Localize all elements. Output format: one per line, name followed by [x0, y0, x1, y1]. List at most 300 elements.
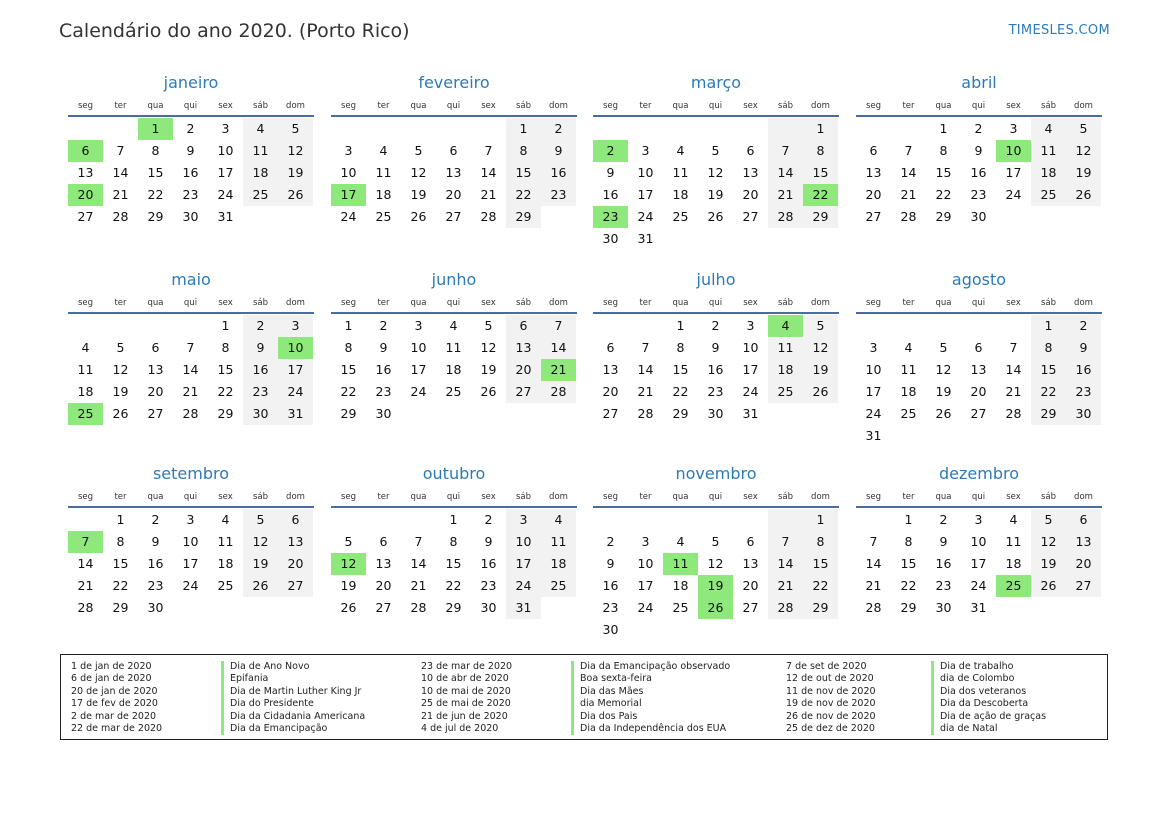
weekday-label: dom — [286, 492, 305, 502]
calendar-day: 19 — [1031, 553, 1066, 575]
holiday-day: 23 — [593, 206, 628, 228]
empty-day — [961, 315, 996, 337]
weekday-header — [68, 488, 314, 508]
calendar-day: 20 — [506, 359, 541, 381]
calendar-day: 17 — [637, 578, 654, 593]
weekday-label: ter — [377, 298, 390, 308]
empty-day — [278, 597, 313, 619]
holiday-day: 20 — [68, 184, 103, 206]
calendar-day: 9 — [186, 143, 195, 158]
calendar-day: 30 — [480, 600, 497, 615]
holiday-name: Dia dos veteranos — [931, 686, 1046, 698]
calendar-day: 29 — [112, 600, 129, 615]
calendar-day: 17 — [637, 187, 654, 202]
weekday-label: seg — [865, 298, 882, 308]
empty-day — [768, 509, 803, 531]
calendar-day: 5 — [803, 315, 838, 337]
weekday-label: qui — [446, 492, 461, 502]
weekday-header — [68, 97, 314, 117]
calendar-day: 6 — [506, 315, 541, 337]
calendar-day: 24 — [742, 384, 759, 399]
calendar-day: 17 — [970, 556, 987, 571]
calendar-day: 15 — [147, 165, 164, 180]
empty-day — [628, 118, 663, 140]
empty-day — [1066, 425, 1101, 447]
weekday-label: qui — [971, 492, 986, 502]
holiday-name: dia Memorial — [571, 698, 730, 710]
calendar-day: 4 — [81, 340, 90, 355]
empty-day — [803, 228, 838, 250]
calendar-day: 30 — [375, 406, 392, 421]
calendar-day: 20 — [742, 578, 759, 593]
calendar-day: 13 — [77, 165, 94, 180]
holiday-name: Dia dos Pais — [571, 711, 730, 723]
day-grid — [593, 509, 839, 641]
weekday-label: seg — [865, 492, 882, 502]
calendar-day: 19 — [112, 384, 129, 399]
calendar-day: 25 — [541, 575, 576, 597]
calendar-day: 5 — [484, 318, 493, 333]
calendar-day: 15 — [803, 553, 838, 575]
calendar-day: 8 — [803, 531, 838, 553]
empty-day — [891, 118, 926, 140]
page-title: Calendário do ano 2020. (Porto Rico) — [59, 20, 410, 42]
calendar-day: 29 — [935, 209, 952, 224]
weekday-label: ter — [114, 101, 127, 111]
weekday-label: dom — [811, 492, 830, 502]
calendar-day: 2 — [711, 318, 720, 333]
calendar-day: 28 — [410, 600, 427, 615]
calendar-day: 23 — [541, 184, 576, 206]
calendar-day: 26 — [935, 406, 952, 421]
holiday-date: 26 de nov de 2020 — [786, 710, 876, 722]
calendar-day: 6 — [449, 143, 458, 158]
calendar-day: 15 — [112, 556, 129, 571]
holiday-names-col-3 — [931, 661, 1046, 735]
weekday-label: seg — [602, 101, 619, 111]
calendar-day: 22 — [900, 578, 917, 593]
calendar-day: 11 — [900, 362, 917, 377]
calendar-day: 12 — [410, 165, 427, 180]
calendar-day: 20 — [602, 384, 619, 399]
calendar-day: 30 — [147, 600, 164, 615]
empty-day — [768, 228, 803, 250]
calendar-day: 10 — [865, 362, 882, 377]
weekday-label: dom — [286, 298, 305, 308]
empty-day — [173, 315, 208, 337]
weekday-label: sáb — [777, 298, 794, 308]
calendar-day: 27 — [865, 209, 882, 224]
weekday-label: sex — [481, 298, 496, 308]
empty-day — [173, 597, 208, 619]
calendar-day: 29 — [506, 206, 541, 228]
holiday-dates-col-1 — [71, 661, 162, 735]
calendar-day: 14 — [900, 165, 917, 180]
empty-day — [471, 118, 506, 140]
calendar-day: 14 — [768, 162, 803, 184]
weekday-header — [331, 488, 577, 508]
weekday-label: sex — [1006, 492, 1021, 502]
calendar-day: 28 — [768, 597, 803, 619]
calendar-day: 3 — [278, 315, 313, 337]
holiday-day: 26 — [698, 597, 733, 619]
calendar-day: 1 — [344, 318, 353, 333]
calendar-day: 31 — [506, 597, 541, 619]
calendar-day: 7 — [904, 143, 913, 158]
calendar-day: 14 — [182, 362, 199, 377]
holiday-date: 10 de abr de 2020 — [421, 673, 509, 685]
calendar-day: 9 — [243, 337, 278, 359]
calendar-day: 10 — [182, 534, 199, 549]
empty-day — [891, 425, 926, 447]
empty-day — [996, 425, 1031, 447]
calendar-day: 18 — [900, 384, 917, 399]
holiday-dates-col-2 — [421, 661, 512, 735]
weekday-label: ter — [114, 492, 127, 502]
weekday-label: sex — [743, 492, 758, 502]
holiday-name: Dia da Emancipação observado — [571, 661, 730, 673]
holiday-names-col-1 — [221, 661, 365, 735]
calendar-day: 23 — [602, 600, 619, 615]
calendar-day: 3 — [414, 318, 423, 333]
holiday-name: Dia da Independência dos EUA — [571, 723, 730, 735]
empty-day — [698, 118, 733, 140]
calendar-day: 2 — [541, 118, 576, 140]
calendar-day: 18 — [541, 553, 576, 575]
calendar-day: 20 — [970, 384, 987, 399]
weekday-label: sáb — [252, 101, 269, 111]
holiday-day: 19 — [698, 575, 733, 597]
calendar-day: 25 — [1031, 184, 1066, 206]
day-grid — [593, 118, 839, 250]
day-grid — [331, 509, 577, 619]
calendar-day: 28 — [900, 209, 917, 224]
holiday-name: Epifania — [221, 673, 365, 685]
calendar-day: 24 — [506, 575, 541, 597]
calendar-day: 16 — [1066, 359, 1101, 381]
empty-day — [663, 228, 698, 250]
calendar-day: 25 — [243, 184, 278, 206]
empty-day — [803, 619, 838, 641]
calendar-day: 31 — [278, 403, 313, 425]
empty-day — [698, 228, 733, 250]
empty-day — [996, 597, 1031, 619]
calendar-day: 26 — [278, 184, 313, 206]
calendar-day: 22 — [803, 575, 838, 597]
calendar-day: 8 — [904, 534, 913, 549]
weekday-label: qua — [147, 298, 164, 308]
calendar-day: 7 — [484, 143, 493, 158]
weekday-label: sáb — [777, 101, 794, 111]
weekday-label: ter — [639, 101, 652, 111]
weekday-label: sáb — [1040, 101, 1057, 111]
calendar-day: 16 — [935, 556, 952, 571]
calendar-day: 30 — [935, 600, 952, 615]
calendar-day: 11 — [768, 337, 803, 359]
calendar-day: 2 — [606, 534, 615, 549]
calendar-day: 15 — [900, 556, 917, 571]
calendar-day: 16 — [541, 162, 576, 184]
calendar-day: 9 — [151, 534, 160, 549]
calendar-day: 4 — [1031, 118, 1066, 140]
calendar-day: 9 — [711, 340, 720, 355]
weekday-label: qui — [708, 101, 723, 111]
empty-day — [243, 597, 278, 619]
calendar-day: 8 — [116, 534, 125, 549]
calendar-day: 11 — [375, 165, 392, 180]
calendar-day: 22 — [445, 578, 462, 593]
holiday-date: 25 de dez de 2020 — [786, 722, 875, 734]
weekday-label: ter — [639, 298, 652, 308]
weekday-header — [856, 488, 1102, 508]
holiday-date: 23 de mar de 2020 — [421, 661, 513, 672]
calendar-day: 6 — [379, 534, 388, 549]
weekday-label: seg — [340, 298, 357, 308]
calendar-day: 14 — [112, 165, 129, 180]
calendar-day: 19 — [935, 384, 952, 399]
calendar-day: 4 — [221, 512, 230, 527]
calendar-day: 21 — [900, 187, 917, 202]
calendar-day: 25 — [445, 384, 462, 399]
month-agosto — [856, 269, 1102, 447]
calendar-day: 14 — [480, 165, 497, 180]
calendar-day: 8 — [1031, 337, 1066, 359]
calendar-day: 1 — [1031, 315, 1066, 337]
calendar-day: 17 — [410, 362, 427, 377]
calendar-day: 17 — [742, 362, 759, 377]
weekday-label: qui — [446, 298, 461, 308]
calendar-day: 10 — [742, 340, 759, 355]
empty-day — [471, 403, 506, 425]
calendar-day: 20 — [278, 553, 313, 575]
empty-day — [768, 403, 803, 425]
empty-day — [68, 509, 103, 531]
calendar-day: 14 — [768, 553, 803, 575]
weekday-label: sex — [218, 492, 233, 502]
holiday-name: dia de Natal — [931, 723, 1046, 735]
calendar-day: 4 — [449, 318, 458, 333]
calendar-day: 19 — [803, 359, 838, 381]
month-title: fevereiro — [418, 73, 490, 92]
empty-day — [243, 206, 278, 228]
empty-day — [401, 403, 436, 425]
holiday-date: 25 de mai de 2020 — [421, 698, 511, 710]
calendar-day: 13 — [147, 362, 164, 377]
weekday-label: dom — [1074, 101, 1093, 111]
empty-day — [733, 619, 768, 641]
calendar-day: 14 — [1005, 362, 1022, 377]
calendar-day: 13 — [970, 362, 987, 377]
empty-day — [436, 403, 471, 425]
calendar-day: 23 — [147, 578, 164, 593]
empty-day — [856, 509, 891, 531]
holiday-day: 11 — [663, 553, 698, 575]
holiday-name: Dia da Emancipação — [221, 723, 365, 735]
calendar-day: 31 — [865, 428, 882, 443]
calendar-day: 4 — [1009, 512, 1018, 527]
weekday-label: ter — [377, 101, 390, 111]
empty-day — [856, 315, 891, 337]
empty-day — [733, 118, 768, 140]
calendar-day: 2 — [939, 512, 948, 527]
weekday-label: seg — [602, 298, 619, 308]
empty-day — [138, 315, 173, 337]
calendar-day: 16 — [602, 578, 619, 593]
weekday-label: seg — [77, 298, 94, 308]
calendar-day: 29 — [672, 406, 689, 421]
day-grid — [856, 509, 1102, 619]
month-title: abril — [961, 73, 997, 92]
calendar-day: 13 — [742, 165, 759, 180]
calendar-day: 5 — [344, 534, 353, 549]
calendar-day: 16 — [707, 362, 724, 377]
calendar-day: 21 — [865, 578, 882, 593]
calendar-day: 19 — [340, 578, 357, 593]
weekday-label: qua — [935, 492, 952, 502]
empty-day — [628, 619, 663, 641]
weekday-label: ter — [114, 298, 127, 308]
calendar-day: 14 — [77, 556, 94, 571]
empty-day — [663, 118, 698, 140]
empty-day — [331, 509, 366, 531]
calendar-day: 12 — [278, 140, 313, 162]
calendar-day: 18 — [445, 362, 462, 377]
calendar-day: 16 — [243, 359, 278, 381]
calendar-day: 22 — [1031, 381, 1066, 403]
calendar-day: 14 — [541, 337, 576, 359]
brand-link[interactable]: TIMESLES.COM — [1008, 23, 1110, 38]
empty-day — [961, 425, 996, 447]
calendar-day: 7 — [641, 340, 650, 355]
calendar-day: 21 — [182, 384, 199, 399]
calendar-day: 6 — [278, 509, 313, 531]
month-setembro — [68, 463, 314, 619]
calendar-day: 22 — [506, 184, 541, 206]
empty-day — [628, 315, 663, 337]
empty-day — [733, 509, 768, 531]
month-janeiro — [68, 72, 314, 228]
calendar-day: 13 — [445, 165, 462, 180]
calendar-day: 2 — [379, 318, 388, 333]
calendar-day: 9 — [939, 534, 948, 549]
empty-day — [768, 619, 803, 641]
calendar-day: 19 — [243, 553, 278, 575]
calendar-day: 15 — [217, 362, 234, 377]
calendar-day: 25 — [672, 600, 689, 615]
calendar-day: 27 — [970, 406, 987, 421]
calendar-day: 8 — [939, 143, 948, 158]
empty-day — [541, 403, 576, 425]
holiday-name: Dia de Martin Luther King Jr — [221, 686, 365, 698]
calendar-day: 7 — [869, 534, 878, 549]
weekday-header — [331, 97, 577, 117]
empty-day — [278, 206, 313, 228]
day-grid — [68, 509, 314, 619]
calendar-day: 23 — [243, 381, 278, 403]
empty-day — [1031, 425, 1066, 447]
calendar-day: 27 — [445, 209, 462, 224]
empty-day — [68, 315, 103, 337]
calendar-day: 18 — [672, 578, 689, 593]
empty-day — [698, 619, 733, 641]
holiday-dates-col-3 — [786, 661, 876, 735]
calendar-day: 26 — [243, 575, 278, 597]
calendar-day: 29 — [147, 209, 164, 224]
calendar-day: 16 — [970, 165, 987, 180]
calendar-day: 17 — [217, 165, 234, 180]
weekday-label: dom — [1074, 298, 1093, 308]
holiday-name: Dia da Cidadania Americana — [221, 711, 365, 723]
weekday-label: qua — [147, 492, 164, 502]
calendar-day: 5 — [711, 143, 720, 158]
holiday-date: 17 de fev de 2020 — [71, 698, 158, 710]
calendar-day: 11 — [1005, 534, 1022, 549]
empty-day — [891, 315, 926, 337]
weekday-label: sáb — [515, 101, 532, 111]
month-title: outubro — [422, 464, 486, 483]
holiday-day: 25 — [68, 403, 103, 425]
calendar-day: 24 — [1005, 187, 1022, 202]
empty-day — [663, 619, 698, 641]
weekday-label: seg — [77, 101, 94, 111]
calendar-day: 15 — [445, 556, 462, 571]
month-title: dezembro — [939, 464, 1019, 483]
calendar-day: 4 — [676, 143, 685, 158]
calendar-day: 31 — [970, 600, 987, 615]
month-outubro — [331, 463, 577, 619]
calendar-day: 23 — [375, 384, 392, 399]
calendar-day: 25 — [217, 578, 234, 593]
calendar-day: 24 — [637, 600, 654, 615]
calendar-day: 15 — [1031, 359, 1066, 381]
calendar-day: 30 — [707, 406, 724, 421]
calendar-day: 16 — [480, 556, 497, 571]
calendar-day: 23 — [480, 578, 497, 593]
calendar-day: 8 — [449, 534, 458, 549]
empty-day — [208, 597, 243, 619]
calendar-day: 27 — [147, 406, 164, 421]
calendar-day: 27 — [742, 600, 759, 615]
empty-day — [628, 509, 663, 531]
calendar-day: 6 — [606, 340, 615, 355]
calendar-day: 14 — [410, 556, 427, 571]
calendar-day: 23 — [707, 384, 724, 399]
calendar-day: 7 — [541, 315, 576, 337]
calendar-day: 12 — [480, 340, 497, 355]
calendar-day: 2 — [186, 121, 195, 136]
holiday-day: 10 — [996, 140, 1031, 162]
calendar-day: 11 — [243, 140, 278, 162]
calendar-day: 6 — [746, 143, 755, 158]
calendar-day: 3 — [221, 121, 230, 136]
calendar-day: 18 — [375, 187, 392, 202]
empty-day — [856, 118, 891, 140]
holiday-date: 6 de jan de 2020 — [71, 673, 152, 685]
calendar-day: 19 — [278, 162, 313, 184]
calendar-day: 15 — [340, 362, 357, 377]
calendar-day: 20 — [1066, 553, 1101, 575]
holiday-name: Dia do Presidente — [221, 698, 365, 710]
calendar-day: 8 — [151, 143, 160, 158]
calendar-day: 1 — [803, 118, 838, 140]
calendar-day: 24 — [182, 578, 199, 593]
month-title: julho — [696, 270, 736, 289]
holiday-date: 4 de jul de 2020 — [421, 722, 499, 734]
weekday-label: sáb — [1040, 298, 1057, 308]
holiday-name: dia de Colombo — [931, 673, 1046, 685]
calendar-day: 3 — [869, 340, 878, 355]
calendar-day: 21 — [112, 187, 129, 202]
